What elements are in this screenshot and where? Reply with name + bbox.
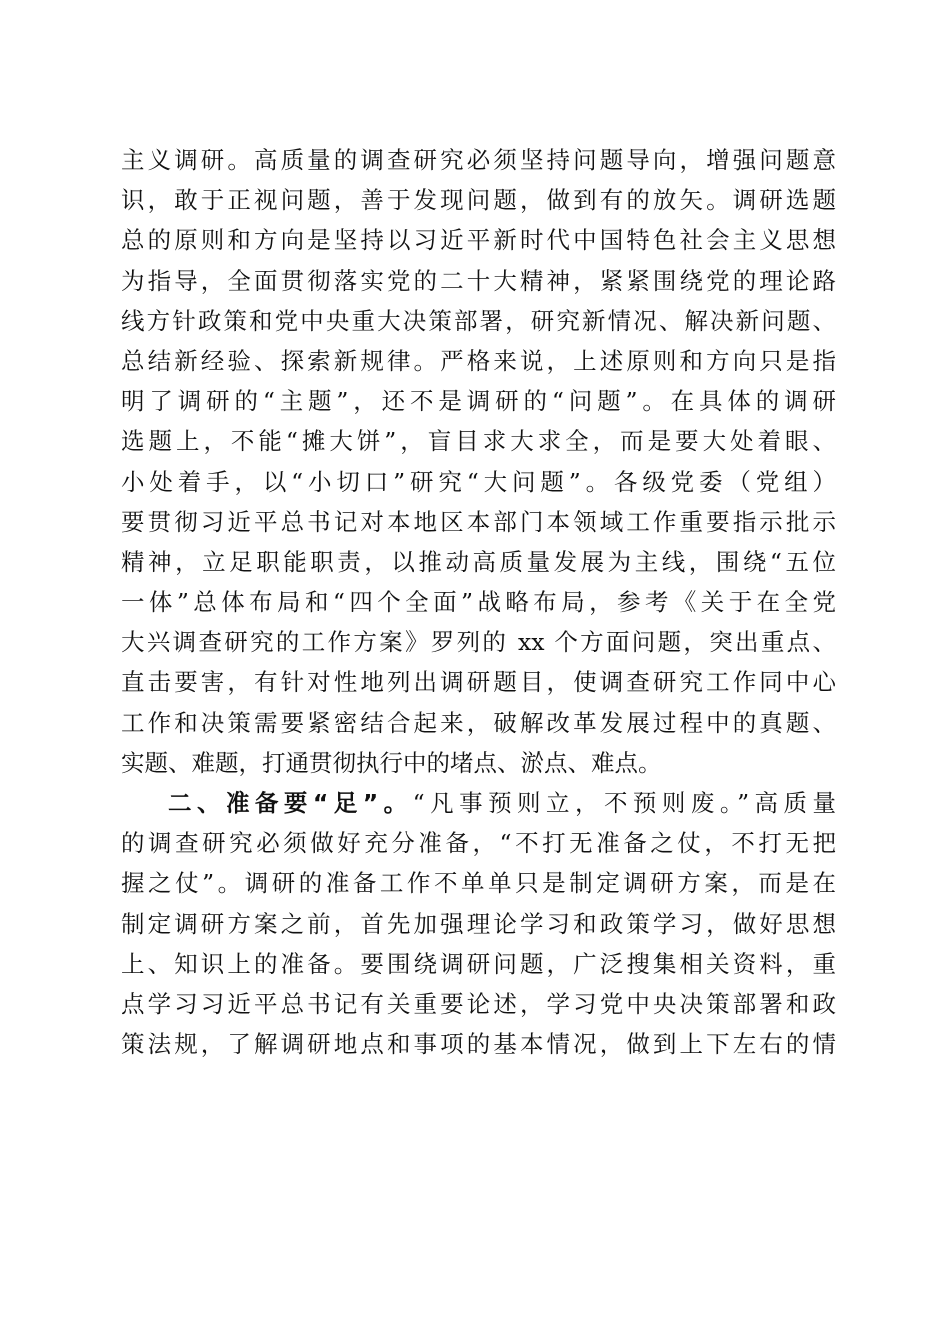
paragraph-2-first-line xyxy=(121,783,836,823)
body-text xyxy=(121,140,836,1064)
text-line: 上、知识上的准备。要围绕调研问题，广泛搜集相关资料，重 xyxy=(121,949,836,978)
text-line: 点学习习近平总书记有关重要论述，学习党中央决策部署和政 xyxy=(121,989,836,1018)
text-line: 选题上，不能“摊大饼”，盲目求大求全，而是要大处着眼、 xyxy=(121,427,836,456)
text-line: 工作和决策需要紧密结合起来，破解改革发展过程中的真题、 xyxy=(121,708,836,737)
text-line: 的调查研究必须做好充分准备，“不打无准备之仗，不打无把 xyxy=(121,829,836,858)
paragraph-2 xyxy=(121,783,836,1064)
text-line: 握之仗”。调研的准备工作不单单只是制定调研方案，而是在 xyxy=(121,869,836,898)
text-line: 直击要害，有针对性地列出调研题目，使调查研究工作同中心 xyxy=(121,668,836,697)
text-line: 总的原则和方向是坚持以习近平新时代中国特色社会主义思想 xyxy=(121,226,836,255)
text-line: 策法规，了解调研地点和事项的基本情况，做到上下左右的情 xyxy=(121,1030,836,1059)
section-heading: 二、准备要“足”。 xyxy=(168,789,413,817)
text-line: 明了调研的“主题”，还不是调研的“问题”。在具体的调研 xyxy=(121,387,836,416)
text-line: 主义调研。高质量的调查研究必须坚持问题导向，增强问题意 xyxy=(121,146,836,174)
text-line: 一体”总体布局和“四个全面”战略布局，参考《关于在全党 xyxy=(121,588,836,617)
text-line: 小处着手，以“小切口”研究“大问题”。各级党委（党组） xyxy=(121,467,836,496)
text-line: 制定调研方案之前，首先加强理论学习和政策学习，做好思想 xyxy=(121,909,836,938)
text-line: 为指导，全面贯彻落实党的二十大精神，紧紧围绕党的理论路 xyxy=(121,266,836,295)
text-line: 要贯彻习近平总书记对本地区本部门本领域工作重要指示批示 xyxy=(121,507,836,536)
paragraph-1 xyxy=(121,140,836,783)
text-line: 识，敢于正视问题，善于发现问题，做到有的放矢。调研选题 xyxy=(121,186,836,215)
text-line: 大兴调查研究的工作方案》罗列的 xx 个方面问题，突出重点、 xyxy=(121,628,836,657)
text-line: 线方针政策和党中央重大决策部署，研究新情况、解决新问题、 xyxy=(121,306,836,335)
text-line: 精神，立足职能职责，以推动高质量发展为主线，围绕“五位 xyxy=(121,547,836,576)
text-run: “凡事预则立，不预则废。”高质量 xyxy=(412,789,836,817)
text-line: 实题、难题，打通贯彻执行中的堵点、淤点、难点。 xyxy=(121,748,662,777)
text-line: 总结新经验、探索新规律。严格来说，上述原则和方向只是指 xyxy=(121,346,836,375)
